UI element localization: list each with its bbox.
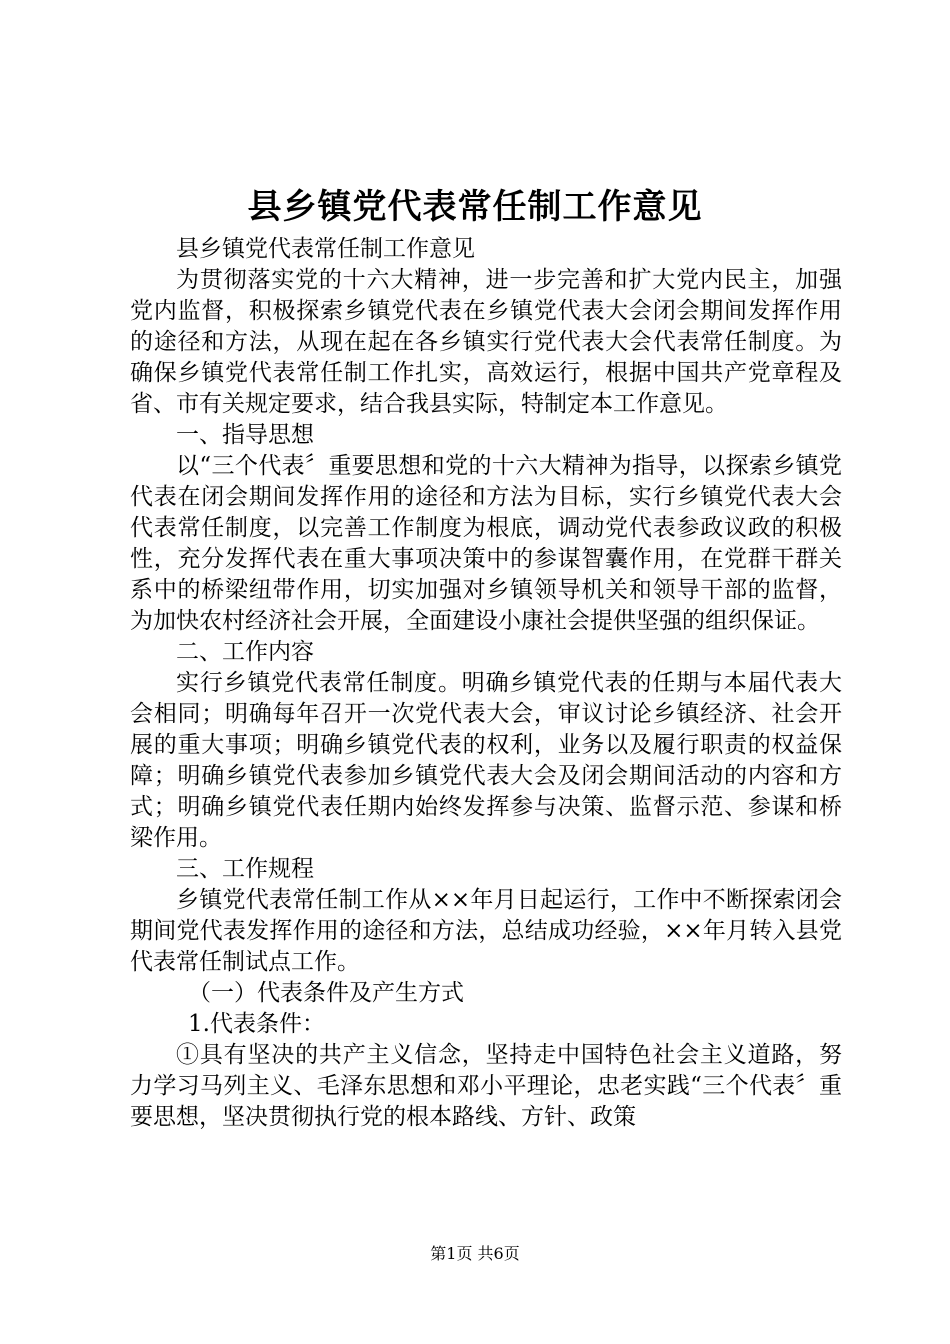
work-procedure-paragraph: 乡镇党代表常任制工作从××年月日起运行，工作中不断探索闭会期间党代表发挥作用的途径和方法，总结成功经验，××年月转入县党代表常任制试点工作。 xyxy=(130,887,842,975)
document-title: 县乡镇党代表常任制工作意见 xyxy=(247,187,703,227)
section-heading-work-content: 二、工作内容 xyxy=(176,639,314,665)
document-body xyxy=(130,234,842,1133)
intro-paragraph: 为贯彻落实党的十六大精神，进一步完善和扩大党内民主，加强党内监督，积极探索乡镇党代表在乡镇党代表大会闭会期间发挥作用的途径和方法，从现在起在各乡镇实行党代表大会代表常任制度。为确保乡镇党代表常任制工作扎实，高效运行，根据中国共产党章程及省、市有关规定要求，结合我县实际，特制定本工作意见。 xyxy=(130,267,842,417)
guiding-thought-paragraph: 以“三个代表〞重要思想和党的十六大精神为指导，以探索乡镇党代表在闭会期间发挥作用的途径和方法为目标，实行乡镇党代表大会代表常任制度，以完善工作制度为根底，调动党代表参政议政的积极性，充分发挥代表在重大事项决策中的参谋智囊作用，在党群干群关系中的桥梁纽带作用，切实加强对乡镇领导机关和领导干部的监督，为加快农村经济社会开展，全面建设小康社会提供坚强的组织保证。 xyxy=(130,453,842,634)
condition-item-1: ①具有坚决的共产主义信念，坚持走中国特色社会主义道路，努力学习马列主义、毛泽东思想和邓小平理论，忠老实践“三个代表〞重要思想，坚决贯彻执行党的根本路线、方针、政策 xyxy=(130,1042,842,1130)
subsection-heading-conditions: （一）代表条件及产生方式 xyxy=(188,980,464,1006)
doc-subtitle: 县乡镇党代表常任制工作意见 xyxy=(176,236,475,262)
item-heading-conditions: 1.代表条件： xyxy=(188,1011,325,1037)
section-heading-guiding-thought: 一、指导思想 xyxy=(176,422,314,448)
section-heading-work-procedure: 三、工作规程 xyxy=(176,856,314,882)
page-footer: 第1页 共6页 xyxy=(430,1244,520,1263)
work-content-paragraph: 实行乡镇党代表常任制度。明确乡镇党代表的任期与本届代表大会相同；明确每年召开一次党代表大会，审议讨论乡镇经济、社会开展的重大事项；明确乡镇党代表的权利，业务以及履行职责的权益保障；明确乡镇党代表参加乡镇党代表大会及闭会期间活动的内容和方式；明确乡镇党代表任期内始终发挥参与决策、监督示范、参谋和桥梁作用。 xyxy=(130,670,842,851)
